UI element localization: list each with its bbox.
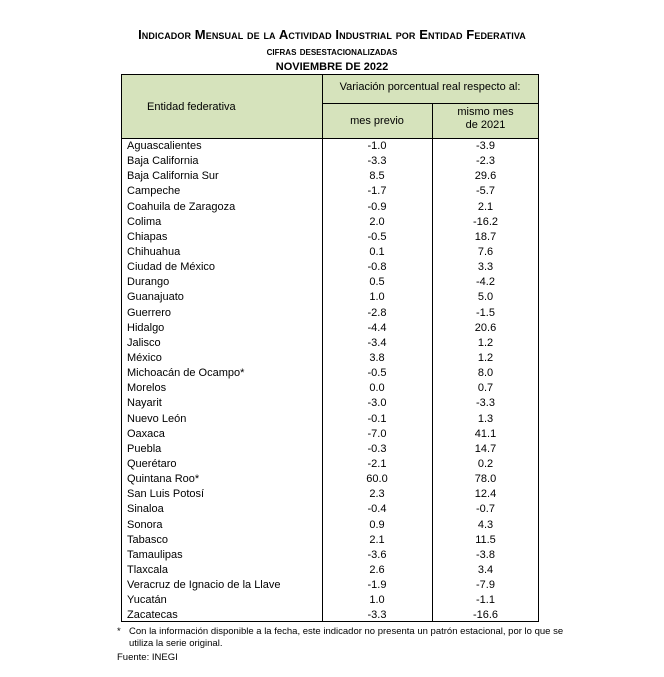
value-mismo-mes: 1.3 [477, 412, 494, 425]
value-mes-previo: -1.0 [367, 140, 387, 152]
value-mismo-mes: 18.7 [474, 230, 497, 243]
document-header [0, 26, 664, 75]
value-mismo-mes: 7.6 [477, 245, 494, 258]
state-name: Morelos [127, 382, 167, 395]
value-mismo-mes: -1.1 [476, 594, 495, 607]
value-mes-previo: 0.9 [369, 518, 385, 531]
header-mismo-mes [433, 106, 538, 132]
value-mes-previo: -1.9 [367, 579, 387, 592]
table-row [122, 578, 538, 593]
data-table [121, 74, 539, 622]
header-variacion: Variación porcentual real respecto al: [339, 81, 521, 93]
header-mismo-mes-line2: de 2021 [465, 119, 506, 131]
value-mes-previo: -2.1 [367, 457, 387, 470]
value-mes-previo: 2.6 [369, 563, 385, 576]
value-mismo-mes: -2.3 [476, 155, 495, 168]
state-name: San Luis Potosí [127, 488, 205, 501]
value-mes-previo: -3.3 [367, 155, 387, 168]
state-name: México [127, 351, 162, 364]
table-row [122, 260, 538, 275]
value-mismo-mes: -3.3 [476, 397, 495, 410]
value-mismo-mes: 29.6 [474, 170, 497, 183]
header-mes-previo: mes previo [350, 115, 404, 127]
value-mes-previo: -3.6 [367, 548, 387, 561]
state-name: Guanajuato [127, 291, 184, 304]
value-mismo-mes: 78.0 [474, 473, 497, 486]
table-row [122, 412, 538, 427]
value-mes-previo: -3.3 [367, 609, 387, 622]
table-row [122, 275, 538, 290]
footnote-mark: * [117, 626, 121, 637]
table-row [122, 472, 538, 487]
state-name: Yucatán [127, 594, 167, 607]
value-mes-previo: 60.0 [366, 473, 388, 486]
table-body [122, 139, 538, 624]
table-row [122, 502, 538, 517]
table-row [122, 593, 538, 608]
value-mismo-mes: 3.4 [477, 563, 494, 576]
value-mes-previo: -0.1 [367, 412, 387, 425]
value-mes-previo: 8.5 [369, 170, 385, 183]
value-mismo-mes: 1.2 [477, 351, 494, 364]
table-row [122, 184, 538, 199]
table-row [122, 563, 538, 578]
value-mes-previo: -1.7 [367, 185, 387, 198]
table-row [122, 351, 538, 366]
header-entidad: Entidad federativa [147, 101, 236, 113]
table-row [122, 154, 538, 169]
state-name: Querétaro [127, 457, 177, 470]
value-mes-previo: 2.1 [369, 533, 385, 546]
state-name: Puebla [127, 442, 162, 455]
value-mes-previo: -3.0 [367, 397, 387, 410]
header-divider [322, 103, 538, 104]
state-name: Baja California [127, 155, 199, 168]
value-mismo-mes: 8.0 [477, 367, 494, 380]
value-mes-previo: 0.1 [369, 245, 385, 258]
table-row [122, 169, 538, 184]
table-row [122, 487, 538, 502]
state-name: Chiapas [127, 230, 168, 243]
document-title: Indicador Mensual de la Actividad Industrial por Entidad Federativa [138, 27, 526, 42]
table-row [122, 336, 538, 351]
table-row [122, 215, 538, 230]
value-mismo-mes: 20.6 [474, 321, 497, 334]
value-mismo-mes: -16.6 [472, 609, 499, 622]
value-mismo-mes: 0.7 [477, 382, 494, 395]
value-mes-previo: -0.4 [367, 503, 387, 516]
value-mes-previo: -3.4 [367, 336, 387, 349]
value-mes-previo: -0.8 [367, 261, 387, 274]
value-mes-previo: -0.5 [367, 230, 387, 243]
state-name: Campeche [127, 185, 181, 198]
document-period: NOVIEMBRE DE 2022 [275, 61, 389, 73]
table-row [122, 427, 538, 442]
value-mes-previo: -7.0 [367, 427, 387, 440]
value-mes-previo: 0.0 [369, 382, 385, 395]
state-name: Quintana Roo* [127, 473, 200, 486]
table-row [122, 306, 538, 321]
state-name: Tamaulipas [127, 548, 183, 561]
state-name: Jalisco [127, 336, 161, 349]
value-mes-previo: 2.0 [369, 215, 385, 228]
table-row [122, 457, 538, 472]
value-mismo-mes: 14.7 [474, 442, 497, 455]
state-name: Veracruz de Ignacio de la Llave [127, 579, 281, 592]
value-mismo-mes: 1.2 [477, 336, 494, 349]
value-mismo-mes: 4.3 [477, 518, 494, 531]
state-name: Hidalgo [127, 321, 165, 334]
state-name: Aguascalientes [127, 140, 202, 152]
state-name: Guerrero [127, 306, 172, 319]
value-mes-previo: 1.0 [369, 291, 385, 304]
value-mismo-mes: -3.9 [476, 140, 495, 152]
document-subtitle: cifras desestacionalizadas [266, 44, 398, 58]
state-name: Michoacán de Ocampo* [127, 367, 245, 380]
table-row [122, 230, 538, 245]
state-name: Coahuila de Zaragoza [127, 200, 236, 213]
state-name: Baja California Sur [127, 170, 219, 183]
value-mes-previo: 0.5 [369, 276, 385, 289]
source-note: Fuente: INEGI [117, 652, 178, 663]
value-mismo-mes: 5.0 [477, 291, 494, 304]
value-mismo-mes: 11.5 [475, 533, 496, 546]
value-mismo-mes: 41.1 [474, 427, 497, 440]
state-name: Sinaloa [127, 503, 164, 516]
value-mes-previo: -0.9 [367, 200, 387, 213]
value-mismo-mes: -16.2 [472, 215, 499, 228]
table-header [122, 75, 538, 139]
state-name: Nayarit [127, 397, 162, 410]
table-row [122, 548, 538, 563]
value-mismo-mes: -0.7 [476, 503, 495, 516]
table-row [122, 381, 538, 396]
value-mismo-mes: 0.2 [477, 457, 494, 470]
state-name: Sonora [127, 518, 163, 531]
table-row [122, 442, 538, 457]
value-mismo-mes: -3.8 [476, 548, 495, 561]
table-row [122, 608, 538, 623]
state-name: Tlaxcala [127, 563, 168, 576]
value-mismo-mes: -4.2 [476, 276, 495, 289]
state-name: Oaxaca [127, 427, 165, 440]
value-mes-previo: -4.4 [367, 321, 387, 334]
value-mismo-mes: 12.4 [474, 488, 497, 501]
table-row [122, 518, 538, 533]
value-mismo-mes: -5.7 [476, 185, 495, 198]
state-name: Tabasco [127, 533, 168, 546]
value-mes-previo: -0.5 [367, 367, 387, 380]
state-name: Colima [127, 215, 162, 228]
value-mismo-mes: -7.9 [476, 579, 495, 592]
state-name: Ciudad de México [127, 261, 216, 274]
table-row [122, 139, 538, 154]
value-mismo-mes: 3.3 [477, 261, 494, 274]
value-mes-previo: 2.3 [369, 488, 385, 501]
state-name: Zacatecas [127, 609, 178, 622]
value-mismo-mes: -1.5 [476, 306, 495, 319]
value-mismo-mes: 2.1 [477, 200, 494, 213]
table-row [122, 245, 538, 260]
table-row [122, 290, 538, 305]
table-row [122, 366, 538, 381]
table-row [122, 533, 538, 548]
value-mes-previo: 3.8 [369, 351, 385, 364]
value-mes-previo: 1.0 [369, 594, 385, 607]
state-name: Nuevo León [127, 412, 187, 425]
footnote-text: Con la información disponible a la fecha, este indicador no presenta un patrón estacional, por lo que se utiliza la serie original. [129, 626, 564, 649]
state-name: Durango [127, 276, 170, 289]
state-name: Chihuahua [127, 245, 181, 258]
value-mes-previo: -2.8 [367, 306, 387, 319]
table-row [122, 321, 538, 336]
table-row [122, 200, 538, 215]
header-mismo-mes-line1: mismo mes [457, 106, 514, 118]
table-row [122, 396, 538, 411]
value-mes-previo: -0.3 [367, 442, 387, 455]
